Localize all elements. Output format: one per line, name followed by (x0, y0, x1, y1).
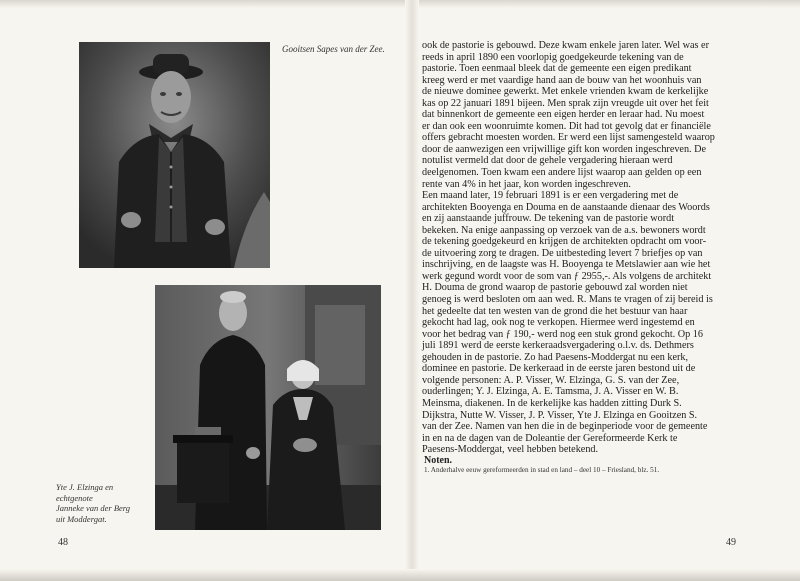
body-line: kas op 22 januari 1891 bijeen. Men sprak zijn vreugde uit over het feit (422, 97, 709, 109)
body-line: pastorie. Toen eenmaal bleek dat de gemeente een eigen predikant (422, 63, 692, 75)
caption-bottom-line-4: uit Moddergat. (56, 513, 107, 524)
body-line: ouderlingen; Y. J. Elzinga, A. E. Tamsma, J. A. Visser en W. B. (422, 386, 679, 398)
body-line: en zij aanstaande juffrouw. De tekening van de pastorie wordt (422, 213, 675, 225)
book-gutter (405, 0, 419, 581)
body-line: de uitvoering zorg te dragen. De uitbesteding levert 7 briefjes op van (422, 247, 703, 259)
body-line: het gedeelte dat ten westen van de grond die het bestuur van haar (422, 305, 688, 317)
body-line: in en na de dagen van de Doleantie der Gereformeerde Kerk te (422, 432, 678, 444)
portrait-man-illustration (79, 42, 270, 268)
body-line: Paesens-Moddergat, veel hebben betekend. (422, 444, 599, 456)
body-line: van der Zee. Namen van hen die in de beginperiode voor de gemeente (422, 421, 708, 433)
body-line: dat binnenkort de gemeente een eigen herder en leraar had. Nu moest (422, 109, 705, 121)
caption-bottom-line-1: Yte J. Elzinga en (56, 482, 114, 492)
body-line: door de aanwezigen een vrijwillige gift kon worden ingeschreven. De (422, 143, 707, 155)
body-line: reeds in april 1890 een voorlopig goedgekeurde tekening van de (422, 51, 684, 63)
body-line: ook de pastorie is gebouwd. Deze kwam enkele jaren later. Wel was er (422, 40, 709, 51)
body-line: offers gebracht moesten worden. Er werd een lijst samengesteld waarop (422, 132, 715, 144)
body-line: inschrijving, en de laagste was H. Booyenga te Metslawier aan wie het (422, 259, 711, 271)
portrait-photo-gooitsen (79, 42, 270, 268)
footnote-1: 1. Anderhalve eeuw gereformeerden in stad en land – deel 10 – Friesland, blz. 51. (424, 466, 660, 474)
body-line: gehouden in de pastorie. Zo had Paesens-Moddergat nu een kerk, (422, 351, 689, 363)
body-line: rente van 4% in het jaar, kon worden ingeschreven. (422, 178, 631, 190)
caption-top: Gooitsen Sapes van der Zee. (282, 44, 385, 54)
portrait-couple-illustration (155, 285, 381, 530)
body-line: kreeg werd er met vaardige hand aan de bouw van het woonhuis van (422, 74, 702, 86)
body-line: dominee en pastorie. De kerkeraad in de eerste jaren bestond uit de (422, 363, 696, 375)
page-number-left: 48 (58, 537, 68, 548)
caption-bottom (56, 482, 152, 524)
body-line: werk gegund wordt voor de som van ƒ 2955,-. Als volgens de architekt (422, 270, 712, 282)
portrait-photo-elzinga-couple (155, 285, 381, 530)
body-line: genoeg is werd besloten om aan wed. R. Mans te vragen of zij bereid is (422, 294, 713, 306)
caption-bottom-line-2: echtgenote (56, 492, 93, 503)
body-text (422, 40, 735, 456)
body-line: bekeken. Na enige aanpassing op verzoek van de a.s. bewoners wordt (422, 224, 706, 236)
body-line: de nieuwe dominee gewerkt. Met enkele vrienden kwam de kerkelijke (422, 86, 709, 98)
body-line: de tekening goedgekeurd en krijgen de architekten opdracht om voor- (422, 236, 707, 248)
body-line: H. Douma de grond waarop de pastorie gebouwd zal worden niet (422, 282, 688, 294)
body-line: architekten Booyenga en Douma en de aanstaande dienaar des Woords (422, 201, 710, 213)
body-line: Een maand later, 19 februari 1891 is er een vergadering met de (422, 190, 679, 202)
body-line: Meinsma, diakenen. In de kerkelijke kas hadden zitting Durk S. (422, 397, 682, 409)
notes-heading: Noten. (424, 455, 453, 466)
body-line: deelgenomen. Toen kwam een andere lijst waarop aan gelden op een (422, 167, 702, 179)
body-line: volgende personen: A. P. Visser, W. Elzinga, G. S. van der Zee, (422, 374, 680, 386)
body-line: gekocht had lag, ook nog te verkopen. Hiermee werd ingestemd en (422, 317, 695, 329)
page-number-right: 49 (726, 537, 736, 548)
body-line: juli 1891 werd de eerste kerkeraadsvergadering o.l.v. ds. Dethmers (422, 340, 694, 352)
caption-bottom-line-3: Janneke van der Berg (56, 503, 131, 513)
body-line: er dan ook een woonruimte komen. Dit had tot gevolg dat er financiële (422, 120, 711, 132)
body-line: Dijkstra, Nutte W. Visser, J. P. Visser, Yte J. Elzinga en Gooitzen S. (422, 409, 698, 421)
body-line: notulist vermeld dat door de gehele vergadering hieraan werd (422, 155, 673, 167)
body-line: voor het bedrag van ƒ 190,- werd nog een stuk grond gekocht. Op 16 (422, 328, 703, 340)
page-top-edge (0, 0, 800, 8)
page-bottom-edge (0, 569, 800, 581)
